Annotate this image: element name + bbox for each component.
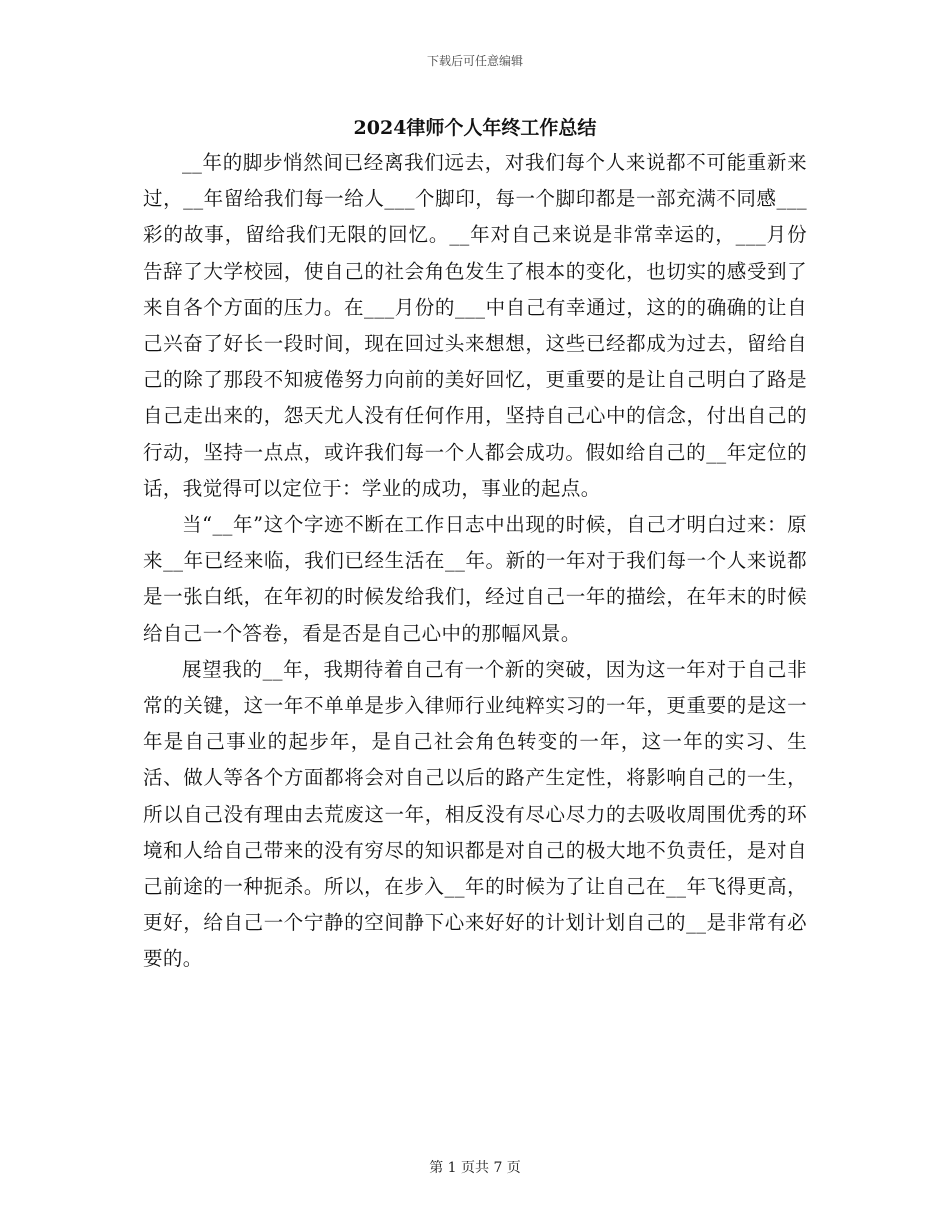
page-number: 第 1 页共 7 页 — [429, 1160, 521, 1176]
paragraph-1: __年的脚步悄然间已经离我们远去，对我们每个人来说都不可能重新来过，__年留给我们每一给人___个脚印，每一个脚印都是一部充满不同感___彩的故事，留给我们无限的回忆。__年对自己来说是非常幸运的，___月份告辞了大学校园，使自己的社会角色发生了根本的变化，也切实的感受到了来自各个方面的压力。在___月份的___中自己有幸通过，这的的确确的让自己兴奋了好长一段时间，现在回过头来想想，这些已经都成为过去，留给自己的除了那段不知疲倦努力向前的美好回忆，更重要的是让自己明白了路是自己走出来的，怨天尤人没有任何作用，坚持自己心中的信念，付出自己的行动，坚持一点点，或许我们每一个人都会成功。假如给自己的__年定位的话，我觉得可以定位于：学业的成功，事业的起点。 — [143, 151, 807, 500]
header-note: 下载后可任意编辑 — [426, 54, 523, 68]
paragraph-3: 展望我的__年，我期待着自己有一个新的突破，因为这一年对于自己非常的关键，这一年不单单是步入律师行业纯粹实习的一年，更重要的是这一年是自己事业的起步年，是自己社会角色转变的一年，这一年的实习、生活、做人等各个方面都将会对自己以后的路产生定性，将影响自己的一生，所以自己没有理由去荒废这一年，相反没有尽心尽力的去吸收周围优秀的环境和人给自己带来的没有穷尽的知识都是对自己的极大地不负责任，是对自己前途的一种扼杀。所以，在步入__年的时候为了让自己在__年飞得更高，更好，给自己一个宁静的空间静下心来好好的计划计划自己的__是非常有必要的。 — [143, 657, 807, 971]
document-body — [143, 145, 807, 978]
paragraph-2: 当“__年”这个字迹不断在工作日志中出现的时候，自己才明白过来：原来__年已经来临，我们已经生活在__年。新的一年对于我们每一个人来说都是一张白纸，在年初的时候发给我们，经过自己一年的描绘，在年末的时候给自己一个答卷，看是否是自己心中的那幅风景。 — [143, 513, 807, 645]
document-title: 2024律师个人年终工作总结 — [353, 117, 597, 139]
